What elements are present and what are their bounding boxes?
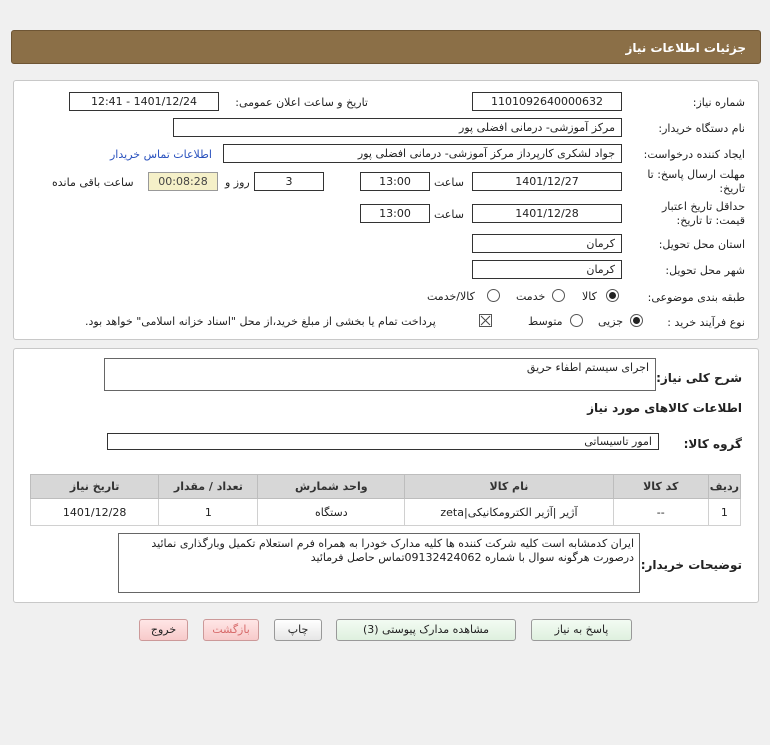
deadline-days-field: 3 — [254, 172, 324, 191]
buyer-org-field: مرکز آموزشی- درمانی افضلی پور — [173, 118, 622, 137]
cell-code: -- — [613, 499, 708, 526]
cell-unit: دستگاه — [258, 499, 405, 526]
need-number-label: شماره نیاز: — [692, 96, 745, 109]
requester-label: ایجاد کننده درخواست: — [643, 148, 745, 161]
treasury-payment-checkbox[interactable] — [479, 314, 492, 327]
back-button[interactable]: بازگشت — [203, 619, 259, 641]
announce-field: 1401/12/24 - 12:41 — [69, 92, 219, 111]
validity-time-label: ساعت — [434, 208, 464, 221]
page-title: جزئیات اطلاعات نیاز — [625, 41, 746, 55]
requester-field: جواد لشکری کارپرداز مرکز آموزشی- درمانی افضلی پور — [223, 144, 622, 163]
cell-name: آژیر |آژیر الکترومکانیکی|zeta — [405, 499, 614, 526]
exit-button[interactable]: خروج — [139, 619, 188, 641]
delivery-province-field: کرمان — [472, 234, 622, 253]
goods-group-label: گروه کالا: — [683, 437, 742, 451]
summary-label: شرح کلی نیاز: — [656, 371, 742, 385]
deadline-days-label: روز و — [225, 176, 250, 189]
cell-date: 1401/12/28 — [31, 499, 159, 526]
page-header — [11, 30, 761, 64]
process-option-medium: متوسط — [528, 315, 563, 328]
remaining-time-label: ساعت باقی مانده — [52, 176, 134, 189]
buyer-notes-label: توضیحات خریدار: — [640, 558, 742, 572]
col-unit: واحد شمارش — [258, 475, 405, 499]
goods-section-title: اطلاعات کالاهای مورد نیاز — [587, 401, 742, 415]
goods-table — [30, 474, 741, 526]
table-row — [31, 499, 741, 526]
category-radio-service[interactable] — [552, 289, 565, 302]
category-radio-goods-service[interactable] — [487, 289, 500, 302]
reply-button[interactable]: پاسخ به نیاز — [531, 619, 632, 641]
remaining-time-field: 00:08:28 — [148, 172, 218, 191]
deadline-time-label: ساعت — [434, 176, 464, 189]
buyer-org-label: نام دستگاه خریدار: — [658, 122, 745, 135]
category-option-goods-service: کالا/خدمت — [427, 290, 475, 303]
deadline-date-field: 1401/12/27 — [472, 172, 622, 191]
need-number-field: 1101092640000632 — [472, 92, 622, 111]
validity-label-line2: قیمت: تا تاریخ: — [676, 214, 745, 227]
announce-label: تاریخ و ساعت اعلان عمومی: — [235, 96, 368, 109]
delivery-city-field: کرمان — [472, 260, 622, 279]
process-radio-medium[interactable] — [570, 314, 583, 327]
col-code: کد کالا — [613, 475, 708, 499]
process-label: نوع فرآیند خرید : — [667, 316, 745, 329]
deadline-label-line1: مهلت ارسال پاسخ: تا — [647, 168, 745, 181]
cell-qty: 1 — [159, 499, 258, 526]
col-row: ردیف — [708, 475, 740, 499]
process-option-minor: جزیی — [598, 315, 624, 328]
col-name: نام کالا — [405, 475, 614, 499]
cell-row: 1 — [708, 499, 740, 526]
goods-group-field: امور تاسیساتی — [107, 433, 659, 450]
checkbox-cross-icon — [480, 315, 491, 326]
buyer-notes-field: ایران کدمشابه است کلیه شرکت کننده ها کلیه مدارک خودرا به همراه فرم استعلام تکمیل وبارگذاری نمائید درصورت هرگونه سوال با شماره 09132424062تماس حاصل فرمائید — [118, 533, 640, 593]
delivery-province-label: استان محل تحویل: — [658, 238, 745, 251]
category-label: طبقه بندی موضوعی: — [647, 291, 745, 304]
summary-field: اجرای سیستم اطفاء حریق — [104, 358, 656, 391]
print-button[interactable]: چاپ — [274, 619, 322, 641]
validity-date-field: 1401/12/28 — [472, 204, 622, 223]
category-radio-goods[interactable] — [606, 289, 619, 302]
buyer-contact-link[interactable]: اطلاعات تماس خریدار — [110, 148, 212, 161]
treasury-payment-note: پرداخت تمام یا بخشی از مبلغ خرید،از محل "اسناد خزانه اسلامی" خواهد بود. — [85, 315, 436, 328]
validity-label-line1: حداقل تاریخ اعتبار — [661, 200, 745, 213]
col-qty: تعداد / مقدار — [159, 475, 258, 499]
category-option-service: خدمت — [516, 290, 546, 303]
col-date: تاریخ نیاز — [31, 475, 159, 499]
deadline-label-line2: تاریخ: — [719, 182, 745, 195]
goods-table-header — [31, 475, 741, 499]
validity-time-field: 13:00 — [360, 204, 430, 223]
attachments-button[interactable]: مشاهده مدارک پیوستی (3) — [336, 619, 516, 641]
category-option-goods: کالا — [582, 290, 597, 303]
deadline-time-field: 13:00 — [360, 172, 430, 191]
delivery-city-label: شهر محل تحویل: — [665, 264, 745, 277]
process-radio-minor[interactable] — [630, 314, 643, 327]
